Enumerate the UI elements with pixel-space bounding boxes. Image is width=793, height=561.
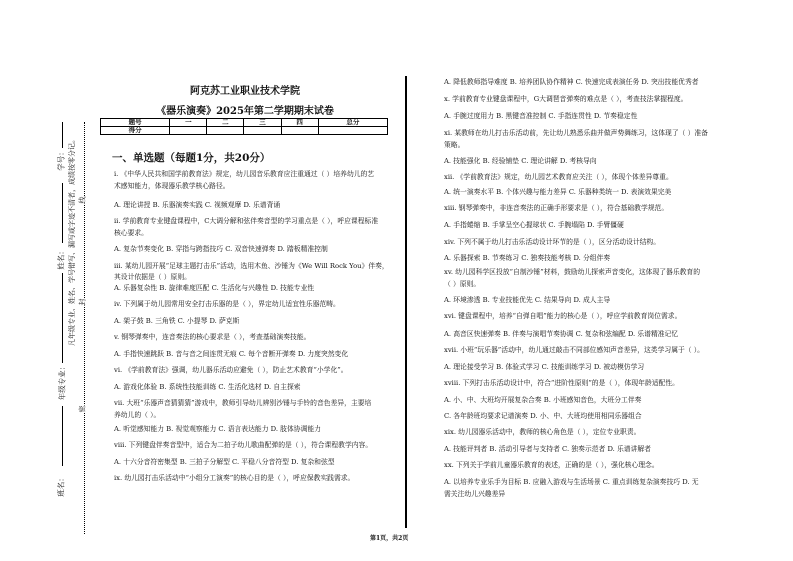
question-text: xix. 幼儿园器乐活动中，教师的核心角色是（ ），定位专业职责。 <box>444 428 641 436</box>
school-name: 阿克苏工业职业技术学院 <box>190 86 300 97</box>
score-header-cell: 题号 <box>101 119 170 127</box>
class-label: 班名： <box>56 474 66 497</box>
question-text: vii. 大班“乐器声音猜猜猜”游戏中，教师引导幼儿辨别沙锤与手铃的音色差异，主要培 <box>114 399 372 407</box>
section-title: 一、单选题（每题1分，共20分） <box>112 152 271 164</box>
question-text: iii. 某幼儿园开展“足球主题打击乐”活动，选用木鱼、沙锤为《We Will Rock You》伴奏， <box>114 262 389 270</box>
answer-options: A. 十六分音符密集型 B. 三拍子分解型 C. 平稳八分音符型 D. 复杂和弦型 <box>114 458 335 466</box>
binding-warning: 凡年级专业、姓名、学号错写、漏写或字迹不清者，成绩按零分记。 <box>68 136 76 346</box>
score-header-cell: 三 <box>244 119 281 127</box>
question-text: x. 学前教育专业键盘课程中，G大调琶音弹奏的难点是（ ），考查技法掌握程度。 <box>444 95 688 103</box>
question-text: 核心要求。 <box>114 229 148 237</box>
score-header-cell: 一 <box>170 119 207 127</box>
seal-char-mi: 线 <box>78 196 87 204</box>
question-text: xiii. 钢琴弹奏中，非连音奏法的正确手形要求是（ ），符合基础教学规范。 <box>444 204 669 212</box>
name-label: 姓名： <box>56 247 66 270</box>
answer-options: A. 降低教师指导难度 B. 培养团队协作精神 C. 快速完成表演任务 D. 突出技能优秀者 <box>444 78 699 86</box>
question-text: viii. 下列键盘伴奏音型中，适合为二拍子幼儿歌曲配弹的是（ ），符合课程教学内容。 <box>114 441 373 449</box>
question-text: xvi. 键盘课程中，培养“自弹自唱”能力的核心是（ ），呼应学前教育岗位需求。 <box>444 312 682 320</box>
score-header-cell: 总分 <box>318 119 387 127</box>
question-text: xvii. 小班“玩乐器”活动中，幼儿通过敲击不同部位感知声音差异，这类学习属于（ ）。 <box>444 346 704 354</box>
question-text: xi. 某教师在幼儿打击乐活动前，先让幼儿熟悉乐曲并做声势舞练习，这体现了（ ）准备 <box>444 129 708 137</box>
name-underline <box>62 183 63 243</box>
question-text: xx. 下列关于学前儿童器乐教育的表述，正确的是（ ），强化核心理念。 <box>444 461 659 469</box>
score-cell[interactable] <box>170 127 207 135</box>
answer-options: A. 小、中、大班均开展复杂合奏 B. 小班感知音色，大班分工伴奏 <box>444 396 642 404</box>
answer-options: A. 复杂节奏变化 B. 穿指与跨指技巧 C. 双音快速弹奏 D. 踏板精准控制 <box>114 245 328 253</box>
seal-char-xian: 密 <box>78 405 87 413</box>
grade-major-underline <box>62 273 63 363</box>
answer-options: A. 环境渗透 B. 专业技能优先 C. 结果导向 D. 成人主导 <box>444 296 611 304</box>
question-text: 策略。 <box>444 141 465 149</box>
seal-dotted-line <box>84 122 85 534</box>
question-text: 养幼儿的（ ）。 <box>114 411 161 419</box>
question-text: ix. 幼儿园打击乐活动中“小组分工演奏”的核心目的是（ ），呼应保教实践需求。 <box>114 474 355 482</box>
score-table <box>100 118 388 135</box>
question-text: 术感知能力，体现器乐教学核心路径。 <box>114 182 230 190</box>
answer-options: A. 技能强化 B. 经验铺垫 C. 理论讲解 D. 考核导向 <box>444 157 597 165</box>
answer-options: A. 手指快速跳跃 B. 音与音之间连贯无痕 C. 每个音断开弹奏 D. 力度突然变化 <box>114 350 349 358</box>
score-cell[interactable] <box>207 127 244 135</box>
answer-options: A. 统一演奏水平 B. 个体兴趣与能力差异 C. 乐器种类统一 D. 表演效果完美 <box>444 188 672 196</box>
answer-options: A. 以培养专业乐手为目标 B. 应融入游戏与生活场景 C. 重点训练复杂演奏技巧 D. 无 <box>444 478 699 486</box>
score-header-cell: 四 <box>281 119 318 127</box>
score-table-header-row <box>101 119 388 127</box>
score-header-cell: 二 <box>207 119 244 127</box>
exam-title: 《器乐演奏》2025年第二学期期末试卷 <box>156 106 334 117</box>
question-text: vi. 《学前教育法》强调，幼儿器乐活动应避免（ ），防止艺术教育“小学化”。 <box>114 366 348 374</box>
answer-options: A. 架子鼓 B. 三角铁 C. 小提琴 D. 萨克斯 <box>114 317 240 325</box>
seal-char-feng: 封 <box>78 298 87 306</box>
question-text: xv. 幼儿园科学区投放“自制沙锤”材料，鼓励幼儿探索声音变化，这体现了器乐教育的 <box>444 268 701 276</box>
answer-options: A. 高音区快速弹奏 B. 伴奏与演唱节奏协调 C. 复杂和弦编配 D. 乐谱精准记忆 <box>444 330 679 338</box>
question-text: iv. 下列属于幼儿园常用安全打击乐器的是（ ），界定幼儿适宜性乐器范畴。 <box>114 300 340 308</box>
question-text: 需关注幼儿兴趣差异 <box>444 490 506 498</box>
answer-options: A. 理论接受学习 B. 体验式学习 C. 技能训练学习 D. 被动模仿学习 <box>444 363 645 371</box>
column-divider <box>405 76 407 528</box>
score-row-label: 得分 <box>101 127 170 135</box>
score-cell[interactable] <box>318 127 387 135</box>
answer-options: A. 手指蜷缩 B. 手掌呈空心握球状 C. 手腕塌陷 D. 手臂僵硬 <box>444 221 624 229</box>
student-id-label: 学号： <box>56 148 66 171</box>
score-table-score-row <box>101 127 388 135</box>
score-cell[interactable] <box>244 127 281 135</box>
question-text: xii. 《学前教育法》规定，幼儿园艺术教育应关注（ ），体现个体差异尊重。 <box>444 173 673 181</box>
answer-options: A. 技能评判者 B. 活动引导者与支持者 C. 独奏示范者 D. 乐谱讲解者 <box>444 445 651 453</box>
question-text: （ ）原则。 <box>444 280 481 288</box>
grade-major-label: 年级专业： <box>57 362 67 401</box>
question-text: i. 《中华人民共和国学前教育法》规定，幼儿园音乐教育应注重通过（ ）培养幼儿的艺 <box>114 170 375 178</box>
answer-options: A. 乐器探索 B. 节奏练习 C. 独奏技能考核 D. 分组伴奏 <box>444 254 611 262</box>
question-text: xviii. 下列打击乐活动设计中，符合“进阶性原则”的是（ ），体现年龄适配性。 <box>444 379 679 387</box>
answer-options: C. 各年龄班均要求记谱演奏 D. 小、中、大班均使用相同乐器组合 <box>444 412 642 420</box>
score-cell[interactable] <box>281 127 318 135</box>
question-text: 其设计依据是（ ）原则。 <box>114 273 191 281</box>
question-text: v. 钢琴弹奏中，连音奏法的核心要求是（ ），考查基础演奏技能。 <box>114 333 311 341</box>
page-footer: 第1页，共2页 <box>370 535 409 542</box>
answer-options: A. 听觉感知能力 B. 视觉观察能力 C. 语言表达能力 D. 肢体协调能力 <box>114 425 321 433</box>
question-text: xiv. 下列不属于幼儿打击乐活动设计环节的是（ ），区分活动设计结构。 <box>444 238 661 246</box>
question-text: ii. 学前教育专业键盘课程中，C大调分解和弦伴奏音型的学习重点是（ ），呼应课程标准 <box>114 217 379 225</box>
answer-options: A. 游戏化体验 B. 系统性技能训练 C. 生活化选材 D. 自主探索 <box>114 383 301 391</box>
answer-options: A. 乐器复杂性 B. 旋律难度匹配 C. 生活化与兴趣性 D. 技能专业性 <box>114 284 315 292</box>
answer-options: A. 手腕过度用力 B. 黑键音准控制 C. 手指连贯性 D. 节奏稳定性 <box>444 112 638 120</box>
class-underline <box>62 406 63 466</box>
answer-options: A. 理论讲授 B. 乐器演奏实践 C. 视频观摩 D. 乐谱背诵 <box>114 201 281 209</box>
